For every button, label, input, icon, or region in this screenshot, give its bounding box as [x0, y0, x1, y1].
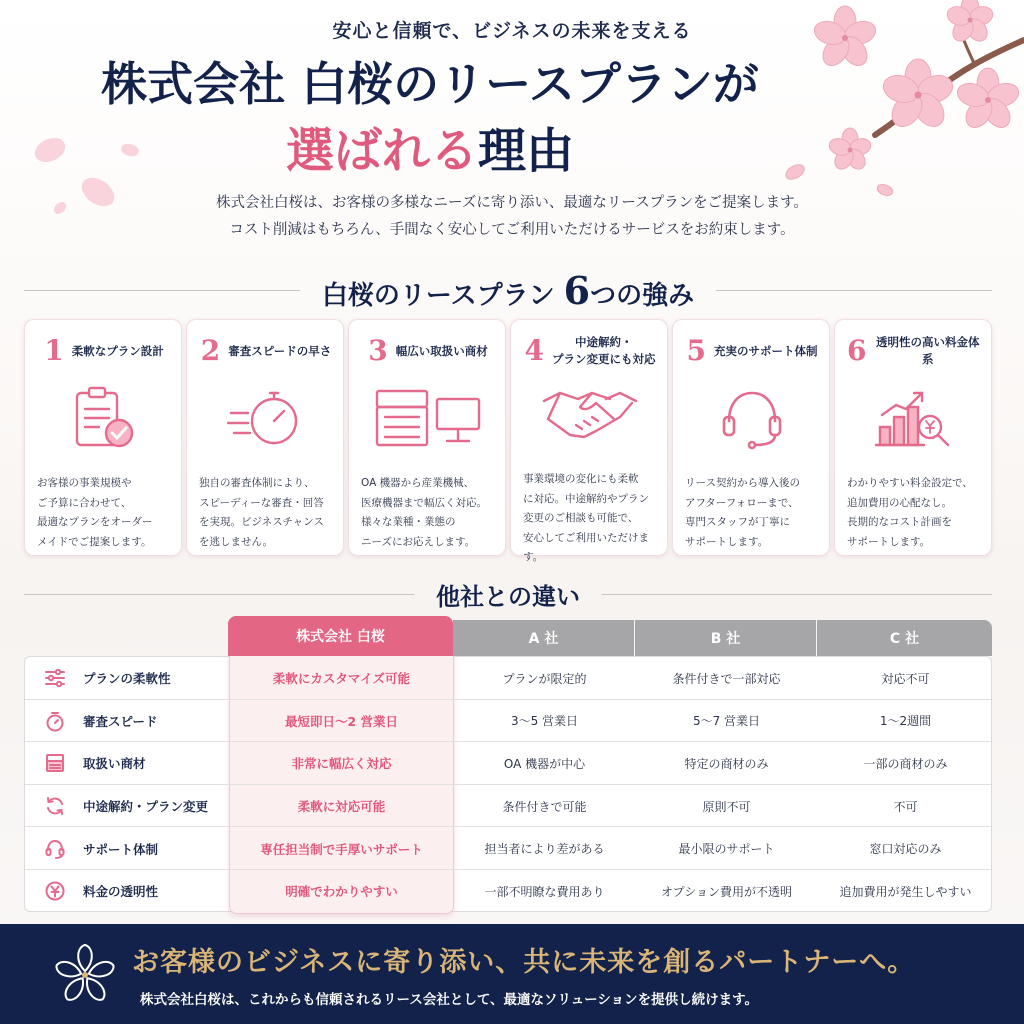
divider — [24, 594, 414, 595]
divider — [602, 594, 992, 595]
chart-yen-icon — [847, 378, 981, 458]
strength-card — [834, 319, 992, 556]
card-description: わかりやすい料金設定で、 追加費用の心配なし。 長期的なコスト計画を サポートします。 — [847, 477, 973, 548]
table-row — [25, 742, 991, 785]
page-title-line2 — [0, 112, 860, 181]
stopwatch-icon — [199, 378, 333, 458]
strength-card — [186, 319, 344, 556]
card-title: 幅広い取扱い商材 — [395, 343, 488, 358]
cell-shirozakura: 専任担当制で手厚いサポート — [260, 841, 423, 857]
table-row — [25, 785, 991, 828]
headset-small-icon — [41, 835, 69, 863]
card-number: 2 — [200, 334, 221, 367]
cell-company-a: プランが限定的 — [502, 671, 587, 686]
column-header-shirozakura: 株式会社 白桜 — [228, 616, 453, 656]
row-label: 料金の透明性 — [83, 884, 159, 900]
strength-card — [672, 319, 830, 556]
cell-company-b: オプション費用が不透明 — [661, 884, 792, 899]
row-label: サポート体制 — [83, 841, 159, 857]
strength-card — [510, 319, 668, 563]
cell-company-a: 3〜5 営業日 — [510, 714, 579, 729]
cell-shirozakura: 明確でわかりやすい — [285, 884, 398, 900]
cell-company-b: 原則不可 — [702, 799, 751, 814]
table-header — [24, 620, 992, 656]
cell-company-a: OA 機器が中心 — [503, 756, 586, 771]
timer-icon — [41, 707, 69, 735]
cell-company-b: 最小限のサポート — [678, 842, 775, 857]
row-label: 審査スピード — [83, 713, 158, 729]
table-row — [25, 657, 991, 700]
card-title: 充実のサポート体制 — [713, 343, 818, 358]
tagline: 安心と信頼で、ビジネスの未来を支える — [332, 20, 692, 42]
card-title: 透明性の高い料金体系 — [875, 335, 980, 366]
cell-company-c: 一部の商材のみ — [863, 756, 948, 771]
intro-line-1: 株式会社白桜は、お客様の多様なニーズに寄り添い、最適なリースプランをご提案します。 — [216, 195, 808, 211]
sakura-logo-icon — [52, 942, 118, 1012]
cell-company-c: 対応不可 — [881, 671, 930, 686]
table-row — [25, 700, 991, 743]
printer-icon — [41, 749, 69, 777]
card-title: 中途解約・ プラン変更にも対応 — [551, 335, 656, 366]
strength-card — [24, 319, 182, 556]
row-label: 取扱い商材 — [83, 756, 146, 772]
table-body — [24, 656, 992, 912]
row-label: プランの柔軟性 — [83, 671, 171, 687]
cell-shirozakura: 最短即日〜2 営業日 — [284, 713, 399, 729]
cell-company-b: 5〜7 営業日 — [692, 714, 761, 729]
divider — [24, 290, 300, 291]
cell-company-c: 1〜2週間 — [879, 714, 932, 729]
intro-text — [0, 190, 1024, 244]
comparison-table — [24, 620, 992, 912]
card-number: 6 — [847, 334, 867, 367]
cell-company-c: 不可 — [893, 799, 918, 814]
cell-company-a: 条件付きで可能 — [502, 799, 587, 814]
strength-card — [348, 319, 506, 556]
yen-icon — [41, 877, 69, 905]
cell-company-b: 条件付きで一部対応 — [672, 671, 781, 686]
card-number: 1 — [44, 334, 64, 367]
cell-company-c: 窓口対応のみ — [869, 842, 942, 857]
headset-icon — [685, 378, 819, 458]
card-title: 柔軟なプラン設計 — [71, 343, 164, 358]
column-header-company-c: C 社 — [817, 620, 992, 656]
card-number: 5 — [686, 334, 706, 367]
cell-shirozakura: 非常に幅広く対応 — [291, 756, 392, 772]
table-row — [25, 827, 991, 870]
cell-company-c: 追加費用が発生しやすい — [839, 884, 972, 899]
handshake-icon — [523, 372, 657, 452]
card-number: 4 — [524, 334, 544, 367]
card-number: 3 — [368, 334, 388, 367]
title-suffix: 理由 — [478, 123, 575, 179]
cell-company-b: 特定の商材のみ — [684, 756, 769, 771]
sliders-icon — [41, 664, 69, 692]
comparison-heading-text: 他社との違い — [436, 581, 580, 611]
strengths-heading — [0, 267, 1024, 313]
cell-company-a: 一部不明瞭な費用あり — [484, 884, 605, 899]
card-description: お客様の事業規模や ご予算に合わせて、 最適なプランをオーダー メイドでご提案します。 — [37, 477, 153, 548]
page-title: 株式会社 白桜のリースプランが — [101, 57, 759, 111]
footer-banner — [0, 924, 1024, 1024]
comparison-heading — [0, 574, 1024, 614]
clipboard-check-icon — [37, 378, 171, 458]
row-label: 中途解約・プラン変更 — [83, 799, 209, 815]
title-highlight: 選ばれる — [285, 123, 478, 179]
strengths-cards — [24, 319, 992, 563]
table-row — [25, 870, 991, 913]
cell-shirozakura: 柔軟に対応可能 — [297, 799, 386, 815]
strengths-heading-pre: 白桜のリースプラン — [321, 280, 555, 311]
strengths-heading-number: 6 — [563, 267, 591, 313]
cell-shirozakura: 柔軟にカスタマイズ可能 — [272, 671, 411, 687]
refresh-icon — [41, 792, 69, 820]
card-description: 独自の審査体制により、 スピーディーな審査・回答 を実現。ビジネスチャンス を逃しません。 — [199, 477, 324, 548]
cell-company-a: 担当者により差がある — [484, 842, 605, 857]
intro-line-2: コスト削減はもちろん、手間なく安心してご利用いただけるサービスをお約束します。 — [229, 222, 795, 238]
card-description: 事業環境の変化にも柔軟 に対応。中途解約やプラン 変更のご相談も可能で、 安心してご利用いただけます。 — [523, 473, 649, 563]
card-title: 審査スピードの早さ — [228, 343, 332, 358]
footer-subtext: 株式会社白桜は、これからも信頼されるリース会社として、最適なソリューションを提供し続けます。 — [140, 992, 759, 1008]
column-header-company-b: B 社 — [635, 620, 816, 656]
column-header-company-a: A 社 — [453, 620, 634, 656]
footer-headline: お客様のビジネスに寄り添い、共に未来を創るパートナーへ。 — [132, 947, 916, 978]
card-description: OA 機器から産業機械、 医療機器まで幅広く対応。 様々な業種・業態の ニーズにお応えします。 — [361, 477, 487, 548]
copier-monitor-icon — [361, 378, 495, 458]
strengths-heading-post: つの強み — [590, 280, 695, 311]
card-description: リース契約から導入後の アフターフォローまで、 専門スタッフが丁寧に サポートします。 — [685, 477, 800, 548]
divider — [716, 290, 992, 291]
